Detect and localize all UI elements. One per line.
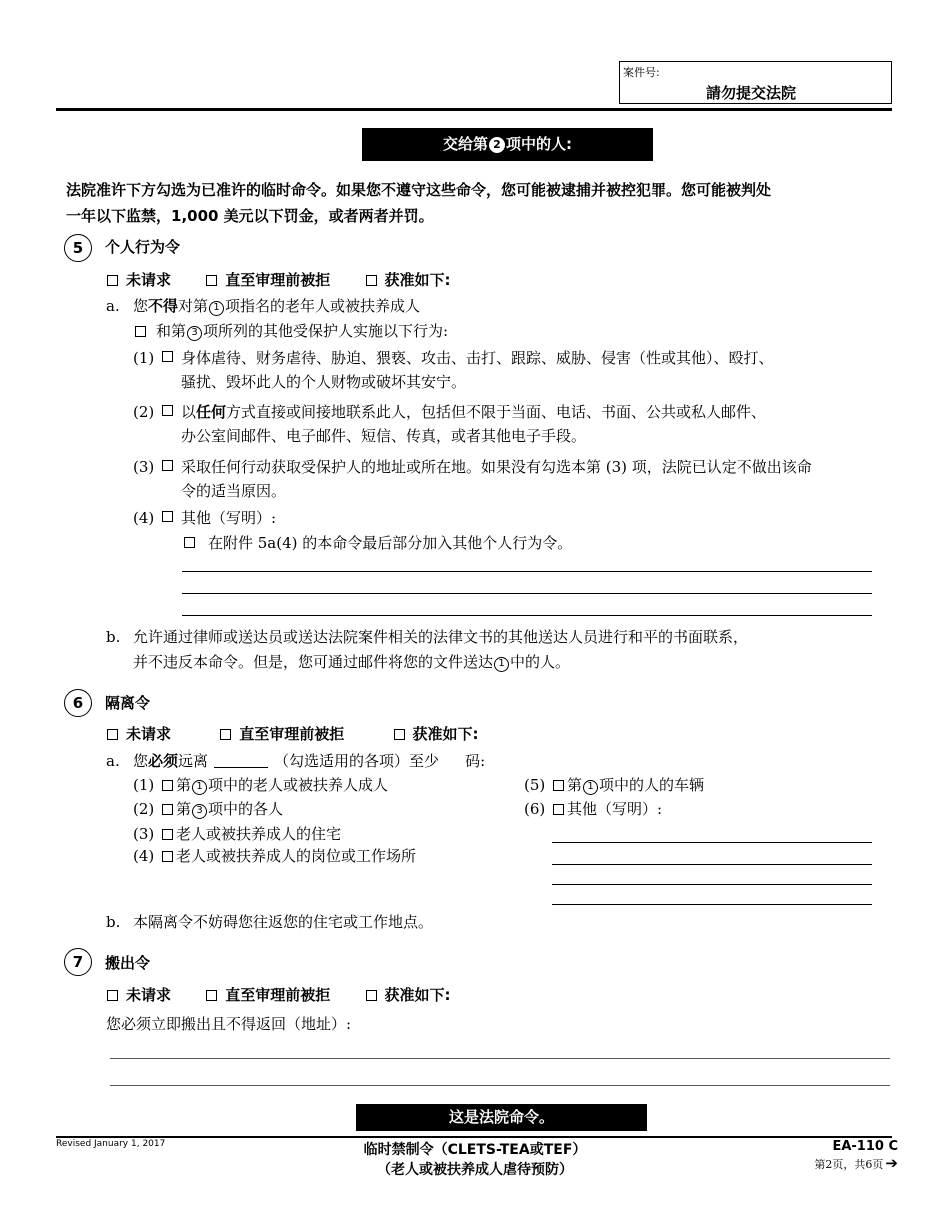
item-4-text: 其他（写明）:	[181, 509, 277, 527]
attachment-5a4-text: 在附件 5a(4) 的本命令最后部分加入其他个人行为令。	[208, 534, 573, 552]
checkbox-opt-3[interactable]	[162, 829, 173, 840]
item-1-label: (1)	[133, 349, 155, 367]
checkbox-opt-6[interactable]	[553, 804, 564, 815]
item-3-circle-icon: 3	[187, 326, 202, 341]
other-stay-away-line-3[interactable]	[552, 884, 872, 885]
item-1-line-1: 身体虐待、财务虐待、胁迫、猥亵、攻击、击打、跟踪、威胁、侵害（性或其他）、殴打、	[181, 349, 774, 367]
case-number-label: 案件号:	[623, 66, 660, 79]
item-2-line-2: 办公室间邮件、电子邮件、短信、传真，或者其他电子手段。	[181, 427, 587, 445]
move-out-address-line-1[interactable]	[110, 1058, 890, 1059]
status-denied[interactable]: 直至审理前被拒	[206, 985, 330, 1005]
item-2-circle-icon: 2	[489, 137, 505, 153]
banner-suffix: 项中的人:	[506, 135, 572, 153]
checkbox-denied[interactable]	[206, 990, 217, 1001]
item-3-line-1: 采取任何行动获取受保护人的地址或所在地。如果没有勾选本第 (3) 项，法院已认定不做出该命	[181, 458, 812, 476]
checkbox-item-3[interactable]	[162, 460, 173, 471]
stay-away-opt-1[interactable]: (1) 第 1 项中的老人或被扶养人成人	[133, 776, 389, 794]
next-page-arrow-icon[interactable]: ➔	[885, 1154, 898, 1172]
section-6-b-label: b.	[106, 913, 121, 931]
section-5-b-line-2: 并不违反本命令。但是，您可通过邮件将您的文件送达 1 中的人。	[133, 653, 571, 671]
checkbox-opt-2[interactable]	[162, 804, 173, 815]
checkbox-item-2[interactable]	[162, 405, 173, 416]
form-id: EA-110 C	[832, 1139, 898, 1154]
top-banner	[362, 128, 653, 161]
other-stay-away-line-1[interactable]	[552, 842, 872, 843]
item-1-line-2: 骚扰、毁坏此人的个人财物或破坏其安宁。	[181, 373, 467, 391]
status-denied[interactable]: 直至审理前被拒	[220, 724, 344, 744]
move-out-address-line-2[interactable]	[110, 1085, 890, 1086]
status-granted[interactable]: 获准如下:	[394, 724, 479, 744]
banner-prefix: 交给第	[442, 135, 488, 153]
case-number-value: 請勿提交法院	[706, 84, 797, 102]
section-6-status	[107, 724, 509, 744]
distance-blank[interactable]	[214, 753, 268, 768]
other-stay-away-line-4[interactable]	[552, 904, 872, 905]
section-6-title: 隔离令	[105, 694, 151, 712]
item-1-circle-icon: 1	[209, 301, 224, 316]
status-not-requested[interactable]: 未请求	[107, 985, 171, 1005]
checkbox-opt-5[interactable]	[553, 780, 564, 791]
checkbox-not-requested[interactable]	[107, 990, 118, 1001]
revised-date: Revised January 1, 2017	[56, 1139, 166, 1149]
page-number: 第2页，共6页 ➔	[814, 1154, 898, 1172]
item-1-circle-icon: 1	[494, 657, 509, 672]
item-2-line-1: 以任何方式直接或间接地联系此人，包括但不限于当面、电话、书面、公共或私人邮件、	[181, 403, 767, 421]
section-6-a-label: a.	[106, 752, 120, 770]
status-not-requested[interactable]: 未请求	[107, 270, 171, 290]
checkbox-granted[interactable]	[366, 990, 377, 1001]
item-4-label: (4)	[133, 509, 155, 527]
section-7-title: 搬出令	[105, 954, 151, 972]
section-5-number: 5	[64, 234, 92, 262]
section-5-status	[107, 270, 481, 290]
item-3-label: (3)	[133, 458, 155, 476]
section-5-b-label: b.	[106, 628, 121, 646]
section-6-b-text: 本隔离令不妨碍您往返您的住宅或工作地点。	[133, 913, 434, 931]
case-number-box[interactable]	[619, 61, 892, 104]
item-1-circle-icon: 1	[583, 780, 598, 795]
checkbox-not-requested[interactable]	[107, 729, 118, 740]
header-rule	[56, 108, 892, 111]
checkbox-opt-4[interactable]	[162, 851, 173, 862]
item-3-line-2: 令的适当原因。	[181, 482, 287, 500]
stay-away-opt-2[interactable]: (2) 第 3 项中的各人	[133, 800, 284, 818]
section-7-text: 您必须立即搬出且不得返回（地址）:	[106, 1015, 352, 1033]
item-2-label: (2)	[133, 403, 155, 421]
status-not-requested[interactable]: 未请求	[107, 724, 171, 744]
checkbox-denied[interactable]	[206, 275, 217, 286]
checkbox-granted[interactable]	[394, 729, 405, 740]
intro-line-2: 一年以下监禁，1,000 美元以下罚金，或者两者并罚。	[66, 207, 434, 225]
section-6-a-text: 您必须远离 （勾选适用的各项）至少 码:	[133, 752, 486, 770]
other-order-line-3[interactable]	[182, 615, 872, 616]
stay-away-opt-3[interactable]: (3) 老人或被扶养成人的住宅	[133, 825, 342, 843]
other-stay-away-line-2[interactable]	[552, 864, 872, 865]
section-5-a-text: 您不得对第 1 项指名的老年人或被扶养成人	[133, 297, 421, 315]
item-1-circle-icon: 1	[192, 780, 207, 795]
checkbox-other-protected[interactable]	[135, 326, 146, 337]
footer-rule	[56, 1136, 892, 1138]
other-order-line-2[interactable]	[182, 593, 872, 594]
checkbox-not-requested[interactable]	[107, 275, 118, 286]
section-5-a-label: a.	[106, 297, 120, 315]
checkbox-granted[interactable]	[366, 275, 377, 286]
other-order-line-1[interactable]	[182, 571, 872, 572]
section-6-number: 6	[64, 689, 92, 717]
status-granted[interactable]: 获准如下:	[366, 985, 451, 1005]
checkbox-denied[interactable]	[220, 729, 231, 740]
checkbox-item-1[interactable]	[162, 351, 173, 362]
status-denied[interactable]: 直至审理前被拒	[206, 270, 330, 290]
section-5-a2-text: 和第 3 项所列的其他受保护人实施以下行为:	[135, 321, 448, 341]
footer-title-2: （老人或被扶养成人虐待预防）	[377, 1162, 573, 1178]
status-granted[interactable]: 获准如下:	[366, 270, 451, 290]
item-3-circle-icon: 3	[192, 804, 207, 819]
stay-away-opt-5[interactable]: (5) 第 1 项中的人的车辆	[524, 776, 705, 794]
section-5-b-line-1: 允许通过律师或送达员或送达法院案件相关的法律文书的其他送达人员进行和平的书面联系，	[133, 628, 749, 646]
footer-title-1: 临时禁制令（CLETS-TEA或TEF）	[363, 1142, 587, 1158]
section-7-number: 7	[64, 948, 92, 976]
section-5-title: 个人行为令	[105, 238, 181, 256]
section-7-status	[107, 985, 481, 1005]
checkbox-opt-1[interactable]	[162, 780, 173, 791]
checkbox-item-4[interactable]	[162, 511, 173, 522]
stay-away-opt-4[interactable]: (4) 老人或被扶养成人的岗位或工作场所	[133, 847, 417, 865]
stay-away-opt-6[interactable]: (6) 其他（写明）:	[524, 800, 663, 818]
court-order-banner: 这是法院命令。	[356, 1104, 647, 1131]
intro-line-1: 法院准许下方勾选为已准许的临时命令。如果您不遵守这些命令，您可能被逮捕并被控犯罪。您可能被判处	[66, 181, 772, 199]
checkbox-attachment-5a4[interactable]	[184, 537, 195, 548]
